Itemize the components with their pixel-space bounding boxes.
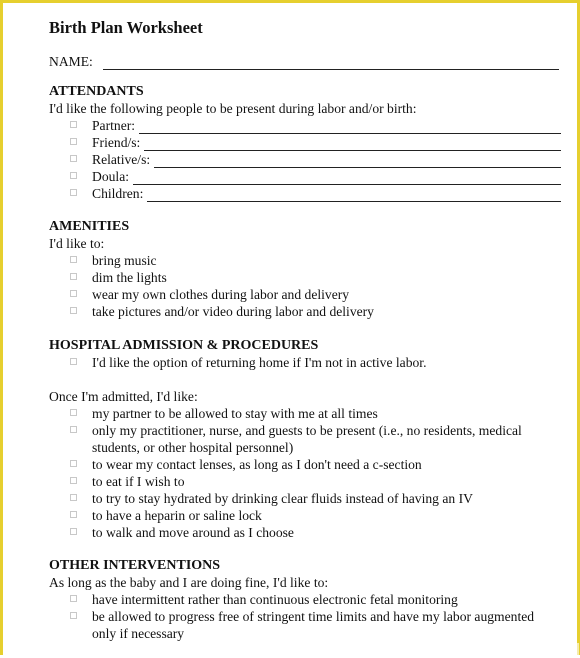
list-item-text: to wear my contact lenses, as long as I don't need a c-section (92, 457, 422, 472)
checkbox[interactable] (70, 409, 77, 416)
checkbox[interactable] (70, 138, 77, 145)
checkbox[interactable] (70, 358, 77, 365)
attendant-blank-line[interactable] (144, 137, 561, 151)
checkbox[interactable] (70, 426, 77, 433)
interventions-intro: As long as the baby and I are doing fine, I'd like to: (49, 575, 329, 590)
attendant-doula (49, 168, 561, 185)
hospital-section (49, 337, 561, 541)
list-item-text: bring music (92, 253, 157, 268)
attendant-label: Friend/s: (92, 135, 141, 150)
list-item (49, 269, 561, 286)
list-item-text: be allowed to progress free of stringent time limits and have my labor augmented only if necessary (92, 609, 535, 641)
list-item-text: to walk and move around as I choose (92, 525, 294, 540)
checkbox[interactable] (70, 155, 77, 162)
checkbox[interactable] (70, 307, 77, 314)
attendant-label: Doula: (92, 169, 129, 184)
list-item-text: have intermittent rather than continuous electronic fetal monitoring (92, 592, 458, 607)
interventions-heading: OTHER INTERVENTIONS (49, 558, 221, 573)
checkbox[interactable] (70, 528, 77, 535)
interventions-section (49, 557, 561, 642)
amenities-heading: AMENITIES (49, 219, 130, 234)
checkbox[interactable] (70, 460, 77, 467)
list-item-text: wear my own clothes during labor and delivery (92, 287, 350, 302)
checkbox[interactable] (70, 290, 77, 297)
list-item-text: I'd like the option of returning home if I'm not in active labor. (92, 355, 427, 370)
list-item (49, 591, 561, 608)
list-item (49, 473, 561, 490)
name-blank-line[interactable] (103, 56, 559, 70)
list-item (49, 354, 561, 371)
checkbox[interactable] (70, 189, 77, 196)
attendant-label: Partner: (92, 118, 136, 133)
list-item-text: dim the lights (92, 270, 167, 285)
hospital-heading: HOSPITAL ADMISSION & PROCEDURES (49, 338, 319, 353)
checkbox[interactable] (70, 595, 77, 602)
attendant-relatives (49, 151, 561, 168)
attendant-label: Children: (92, 186, 144, 201)
checkbox[interactable] (70, 494, 77, 501)
name-field-row (49, 53, 559, 70)
document-title: Birth Plan Worksheet (49, 18, 203, 37)
list-item-text: to try to stay hydrated by drinking clear fluids instead of having an IV (92, 491, 473, 506)
amenities-section (49, 218, 561, 320)
checkbox[interactable] (70, 612, 77, 619)
attendant-children (49, 185, 561, 202)
checkbox[interactable] (70, 256, 77, 263)
list-item-text: only my practitioner, nurse, and guests to be present (i.e., no residents, medical students, or other hospital personnel) (92, 423, 522, 455)
list-item-text: take pictures and/or video during labor and delivery (92, 304, 374, 319)
attendant-blank-line[interactable] (154, 154, 561, 168)
attendant-label: Relative/s: (92, 152, 151, 167)
list-item-text: my partner to be allowed to stay with me at all times (92, 406, 378, 421)
list-item (49, 286, 561, 303)
hospital-intro: Once I'm admitted, I'd like: (49, 389, 198, 404)
list-item-text: to eat if I wish to (92, 474, 185, 489)
attendants-intro: I'd like the following people to be present during labor and/or birth: (49, 101, 417, 116)
attendant-blank-line[interactable] (139, 120, 561, 134)
attendant-blank-line[interactable] (147, 188, 561, 202)
checkbox[interactable] (70, 121, 77, 128)
list-item (49, 524, 561, 541)
list-item-text: to have a heparin or saline lock (92, 508, 262, 523)
attendants-heading: ATTENDANTS (49, 84, 144, 99)
list-item (49, 303, 561, 320)
attendants-section (49, 83, 561, 202)
name-label: NAME: (49, 54, 93, 69)
torn-bottom-edge (3, 643, 580, 658)
attendant-partner (49, 117, 561, 134)
checkbox[interactable] (70, 511, 77, 518)
checkbox[interactable] (70, 172, 77, 179)
list-item (49, 490, 561, 507)
list-item (49, 507, 561, 524)
attendant-friends (49, 134, 561, 151)
list-item (49, 456, 561, 473)
list-item (49, 405, 561, 422)
list-item (49, 608, 561, 642)
checkbox[interactable] (70, 477, 77, 484)
list-item (49, 252, 561, 269)
list-item (49, 422, 561, 456)
amenities-intro: I'd like to: (49, 236, 105, 251)
checkbox[interactable] (70, 273, 77, 280)
attendant-blank-line[interactable] (133, 171, 561, 185)
